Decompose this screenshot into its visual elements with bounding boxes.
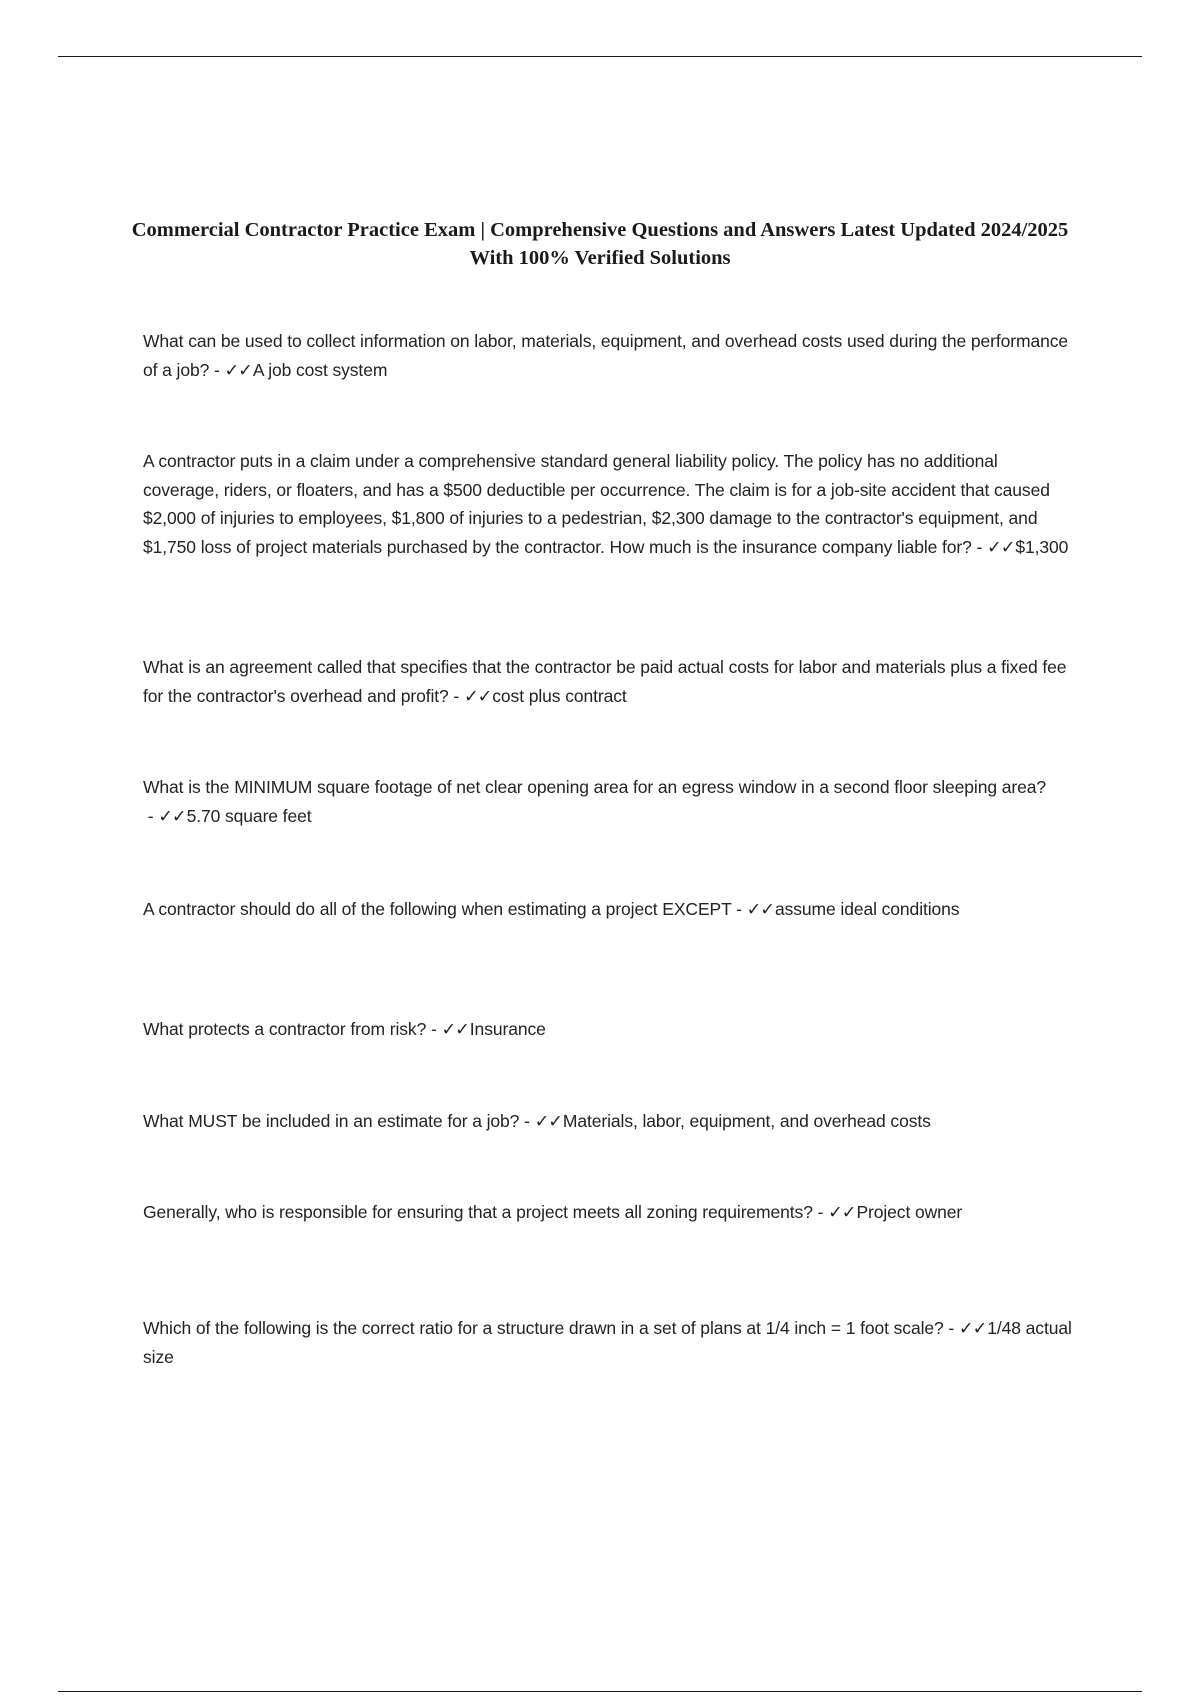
document-title: Commercial Contractor Practice Exam | Comprehensive Questions and Answers Latest Updated 2024/2025 With 100% Verified Solutions xyxy=(131,219,1069,269)
separator: - xyxy=(519,1111,535,1131)
qa-item-2 xyxy=(143,447,1073,561)
check-icon: ✓✓ xyxy=(158,805,186,826)
qa-item-8 xyxy=(143,1198,1073,1227)
answer-text: Insurance xyxy=(469,1019,546,1039)
qa-item-4 xyxy=(143,773,1073,830)
qa-item-6 xyxy=(143,1015,1073,1044)
check-icon: ✓✓ xyxy=(463,685,492,706)
answer-text: Materials, labor, equipment, and overhead costs xyxy=(562,1111,931,1131)
check-icon: ✓✓ xyxy=(441,1019,469,1039)
qa-item-7 xyxy=(143,1107,1073,1136)
answer-text: Project owner xyxy=(856,1202,963,1222)
answer-text: $1,300 xyxy=(1015,536,1069,557)
separator: - xyxy=(812,1202,829,1222)
qa-item-9 xyxy=(143,1314,1073,1371)
check-icon: ✓✓ xyxy=(828,1202,856,1222)
check-icon: ✓✓ xyxy=(224,359,252,380)
question-text: What can be used to collect information on labor, materials, equipment, and overhead costs used during the performance of a job? xyxy=(143,331,1068,380)
question-text: What is an agreement called that specifies that the contractor be paid actual costs for labor and materials plus a fixed fee for the contractor's overhead and profit? xyxy=(143,657,1067,706)
bottom-rule xyxy=(58,1691,1142,1692)
qa-item-3 xyxy=(143,653,1073,710)
question-text: What is the MINIMUM square footage of net clear opening area for an egress window in a second floor sleeping area? xyxy=(143,777,1046,797)
answer-text: 1/48 actual size xyxy=(143,1318,1072,1367)
qa-item-5 xyxy=(143,895,1073,924)
check-icon: ✓✓ xyxy=(987,536,1015,557)
check-icon: ✓✓ xyxy=(746,899,774,919)
separator: - xyxy=(943,1318,959,1338)
question-text: What protects a contractor from risk? xyxy=(143,1019,427,1039)
question-text: Which of the following is the correct ratio for a structure drawn in a set of plans at 1/4 inch = 1 foot scale? xyxy=(143,1318,944,1338)
check-icon: ✓✓ xyxy=(958,1318,987,1338)
qa-item-1 xyxy=(143,327,1073,384)
separator: - xyxy=(209,359,225,380)
top-rule xyxy=(58,56,1142,57)
separator: - xyxy=(971,536,988,557)
separator: - xyxy=(448,685,464,706)
answer-text: 5.70 square feet xyxy=(186,805,312,826)
answer-text: cost plus contract xyxy=(492,685,627,706)
question-text: Generally, who is responsible for ensuring that a project meets all zoning requirements? xyxy=(143,1202,813,1222)
separator: - xyxy=(426,1019,442,1039)
separator: - xyxy=(143,805,159,826)
question-text: A contractor puts in a claim under a comprehensive standard general liability policy. The policy has no additional coverage, riders, or floaters, and has a $500 deductible per occurrence. The claim is for a job-site accident that caused $2,000 of injuries to employees, $1,800 of injuries to a pedestrian, $2,300 damage to the contractor's equipment, and $1,750 loss of project materials purchased by the contractor. How much is the insurance company liable for? xyxy=(143,451,1050,557)
separator: - xyxy=(731,899,747,919)
answer-text: assume ideal conditions xyxy=(774,899,960,919)
question-text: What MUST be included in an estimate for a job? xyxy=(143,1111,520,1131)
answer-text: A job cost system xyxy=(252,359,388,380)
question-text: A contractor should do all of the following when estimating a project EXCEPT xyxy=(143,899,732,919)
check-icon: ✓✓ xyxy=(534,1111,562,1131)
